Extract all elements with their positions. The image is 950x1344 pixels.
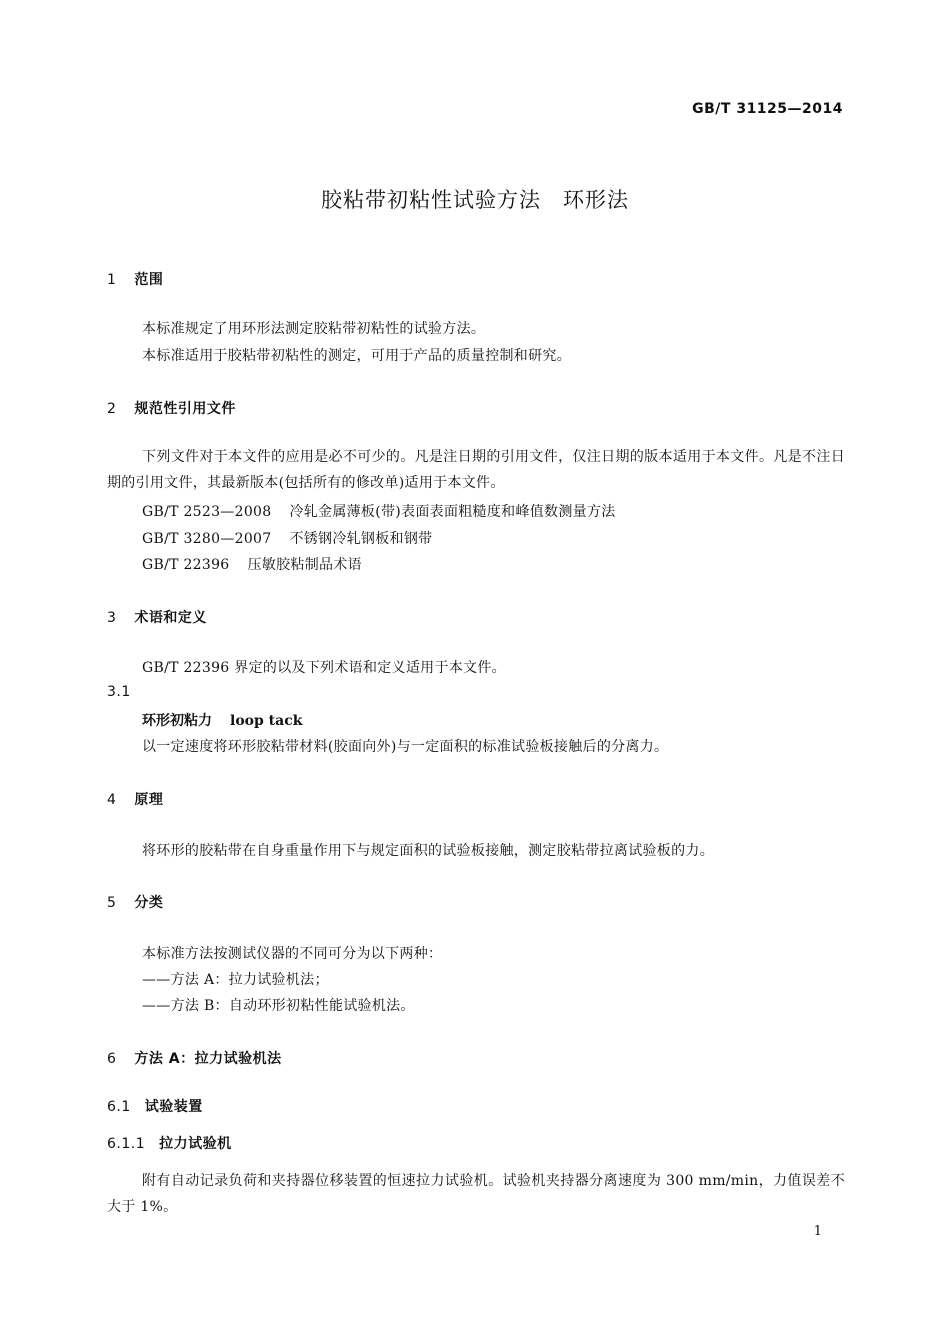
subsection-6-1-1-heading [107,1133,232,1153]
section-3-intro: GB/T 22396 界定的以及下列术语和定义适用于本文件。 [142,660,506,676]
document-title: 胶粘带初粘性试验方法 环形法 [321,188,629,212]
section-number: 6.1 [107,1099,131,1115]
reference-title: 冷轧金属薄板(带)表面表面粗糙度和峰值数测量方法 [289,504,616,520]
section-2-intro: 下列文件对于本文件的应用是必不可少的。凡是注日期的引用文件，仅注日期的版本适用于本文件。凡是不注日期的引用文件，其最新版本(包括所有的修改单)适用于本文件。 [107,449,845,491]
term-name-en: loop tack [230,713,303,729]
section-number: 3 [107,610,117,626]
list-item: ——方法 A：拉力试验机法； [142,972,329,988]
section-3-heading [107,607,207,627]
section-title: 术语和定义 [134,610,207,626]
reference-code: GB/T 22396 [142,557,230,573]
section-5-heading [107,892,163,912]
reference-code: GB/T 2523—2008 [142,504,272,520]
reference-title: 压敏胶粘制品术语 [247,557,362,573]
section-number: 1 [107,272,117,288]
section-number: 6.1.1 [107,1136,146,1152]
section-6-heading [107,1048,282,1068]
section-title: 试验装置 [144,1099,203,1115]
subsection-6-1-1-paragraph: 附有自动记录负荷和夹持器位移装置的恒速拉力试验机。试验机夹持器分离速度为 300 mm/min，力值误差不大于 1%。 [107,1173,845,1215]
reference-item [142,528,432,548]
term-name [142,710,302,730]
section-2-heading [107,398,236,418]
reference-item [142,501,616,521]
term-name-cn: 环形初粘力 [142,713,212,729]
section-title: 范围 [134,272,164,288]
section-1-paragraph-1: 本标准规定了用环形法测定胶粘带初粘性的试验方法。 [142,321,486,337]
section-4-paragraph: 将环形的胶粘带在自身重量作用下与规定面积的试验板接触，测定胶粘带拉离试验板的力。 [142,843,714,859]
subsection-6-1-heading [107,1096,203,1116]
reference-title: 不锈钢冷轧钢板和钢带 [289,531,433,547]
page-number: 1 [813,1224,822,1239]
term-number: 3.1 [107,684,131,700]
section-5-intro: 本标准方法按测试仪器的不同可分为以下两种： [142,946,443,962]
term-definition: 以一定速度将环形胶粘带材料(胶面向外)与一定面积的标准试验板接触后的分离力。 [142,739,669,755]
section-1-heading [107,269,163,289]
section-title: 方法 A：拉力试验机法 [134,1051,282,1067]
section-1-paragraph-2: 本标准适用于胶粘带初粘性的测定，可用于产品的质量控制和研究。 [142,348,571,364]
section-number: 5 [107,895,117,911]
standard-code: GB/T 31125—2014 [692,101,843,117]
section-title: 原理 [134,792,164,808]
section-number: 6 [107,1051,117,1067]
reference-code: GB/T 3280—2007 [142,531,272,547]
section-number: 4 [107,792,117,808]
section-4-heading [107,789,163,809]
list-item: ——方法 B：自动环形初粘性能试验机法。 [142,998,415,1014]
section-title: 拉力试验机 [159,1136,232,1152]
reference-item [142,554,362,574]
section-title: 规范性引用文件 [134,401,236,417]
section-number: 2 [107,401,117,417]
section-title: 分类 [134,895,164,911]
